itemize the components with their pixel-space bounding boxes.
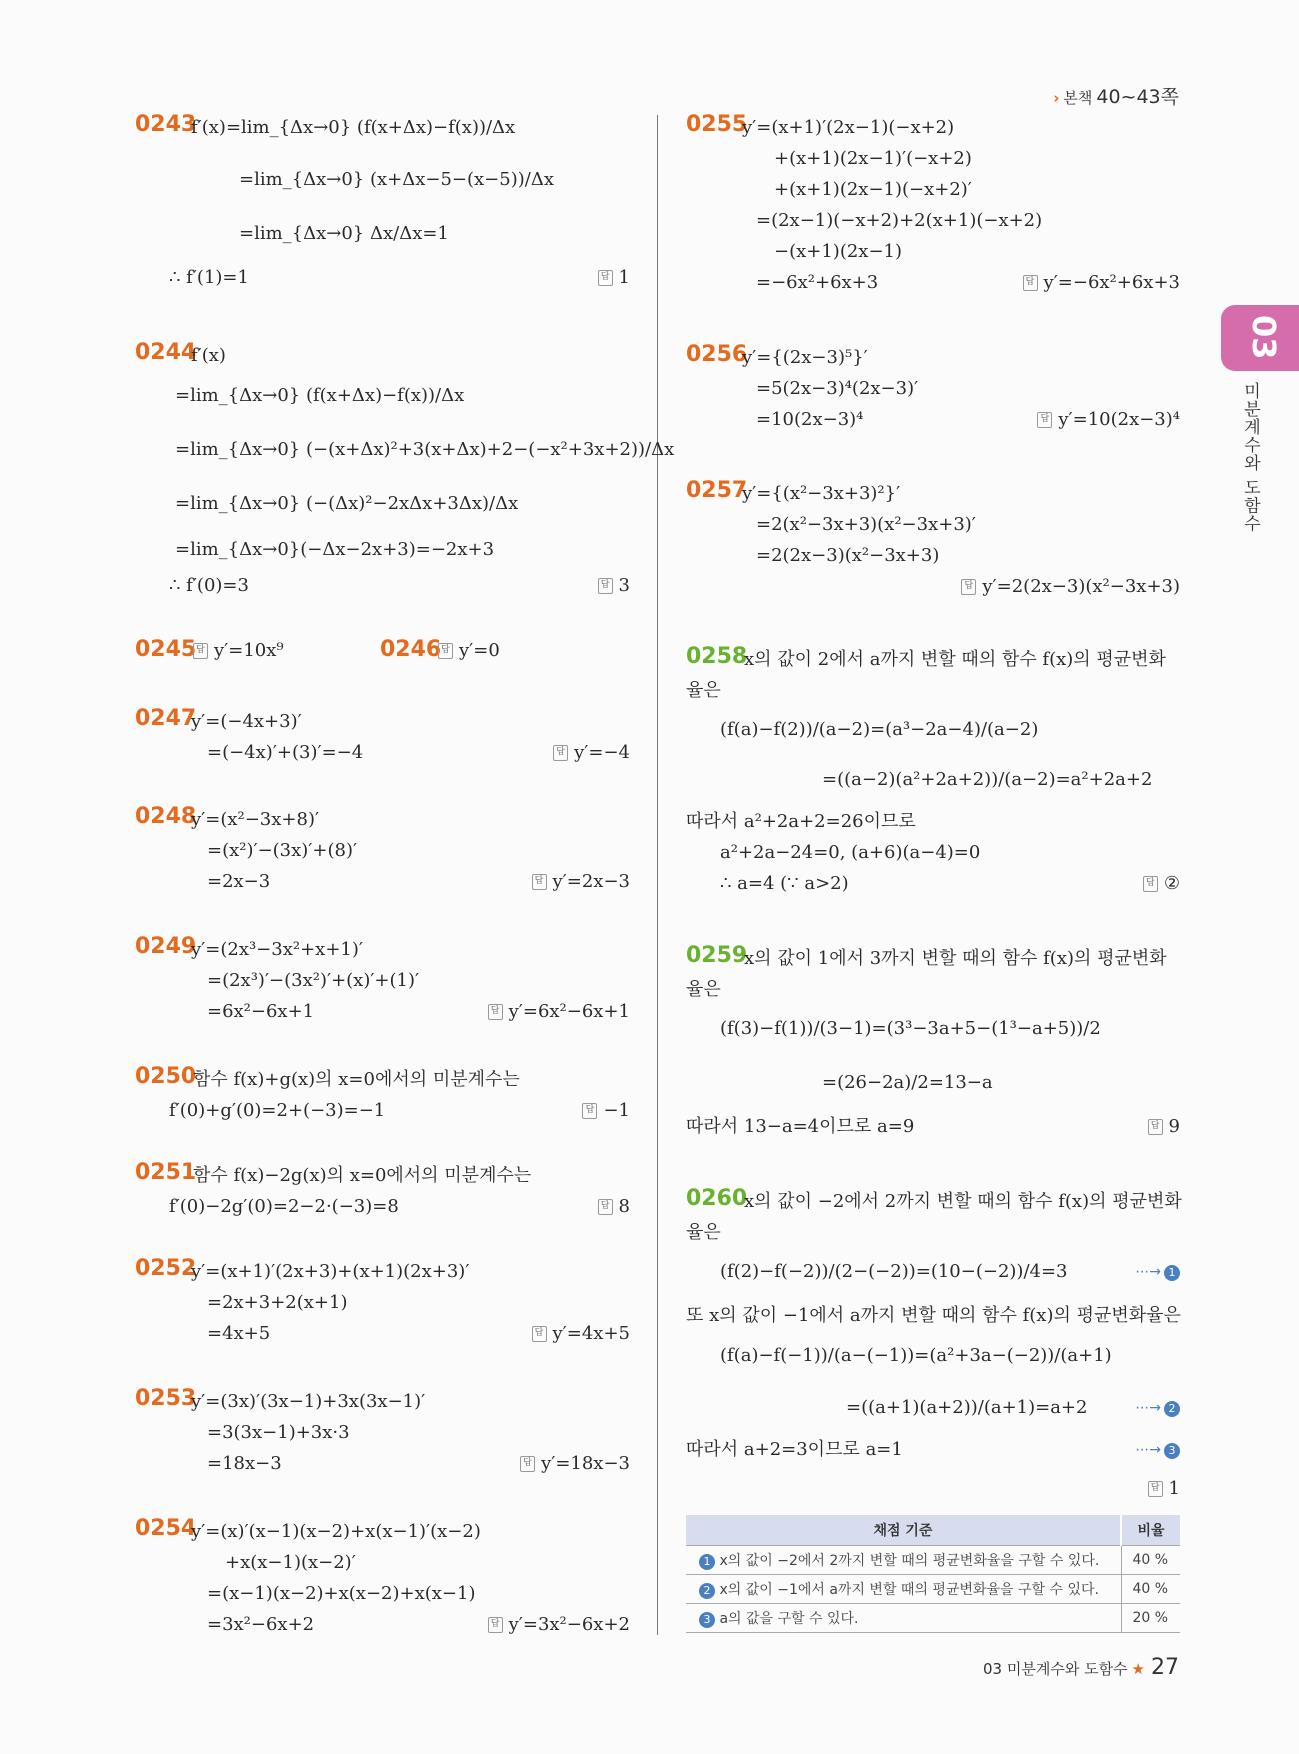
grading-criterion: 3 a의 값을 구할 수 있다. (686, 1604, 1121, 1633)
answer: 답 y′=6x²−6x+1 (488, 998, 630, 1026)
answer-box-icon: 답 (1143, 876, 1158, 892)
problem-number: 0248 (135, 804, 197, 829)
solution-line: y′=(x+1)′(2x+3)+(x+1)(2x+3)′ (191, 1261, 470, 1282)
chapter-number: 03 (1245, 315, 1283, 360)
solution-line: 또 x의 값이 −1에서 a까지 변할 때의 함수 f(x)의 평균변화율은 (686, 1305, 1181, 1326)
answer: 답 y′=−6x²+6x+3 (1023, 269, 1180, 297)
solution-line: =(26−2a)/2=13−a (822, 1072, 993, 1093)
table-row (686, 1575, 1180, 1604)
solution-line: y′=(x²−3x+8)′ (191, 809, 320, 830)
problem-number: 0249 (135, 934, 197, 959)
answer-box-icon: 답 (961, 579, 976, 595)
solution-line: 따라서 a+2=3이므로 a=1 (686, 1439, 903, 1460)
solution-line: a²+2a−24=0, (a+6)(a−4)=0 (720, 842, 981, 863)
step-marker: ⋯→ 2 (1135, 1400, 1180, 1417)
solution-line: y′=(x)′(x−1)(x−2)+x(x−1)′(x−2) (191, 1521, 481, 1542)
solution-line: +(x+1)(2x−1)(−x+2)′ (774, 179, 972, 200)
answer: 답 8 (598, 1193, 630, 1221)
answer: 답 y′=10x⁹ (193, 637, 284, 665)
problem-number: 0244 (135, 340, 197, 365)
step-number: 3 (696, 1611, 715, 1627)
grading-ratio: 40 % (1121, 1546, 1180, 1575)
solution-line: x의 값이 −2에서 2까지 변할 때의 함수 f(x)의 평균변화 (744, 1191, 1182, 1212)
problem-number: 0258 (686, 644, 748, 669)
solution-line: (f(a)−f(2))/(a−2)=(a³−2a−4)/(a−2) (720, 719, 1039, 740)
answer: 답 y′=10(2x−3)⁴ (1037, 406, 1180, 434)
problem-number: 0246 (380, 637, 442, 662)
solution-line: (f(a)−f(−1))/(a−(−1))=(a²+3a−(−2))/(a+1) (720, 1345, 1112, 1366)
solution-line: =((a+1)(a+2))/(a+1)=a+2 (846, 1397, 1088, 1418)
solution-line: 따라서 a²+2a+2=26이므로 (686, 811, 916, 832)
answer-box-icon: 답 (553, 745, 568, 761)
grading-header-ratio: 비율 (1121, 1515, 1180, 1546)
answer: 답 y′=0 (438, 637, 500, 665)
solution-line: ∴ f′(1)=1 (169, 267, 249, 288)
star-icon: ★ (1131, 1660, 1145, 1678)
answer: 답 3 (598, 572, 630, 600)
problem-number: 0247 (135, 706, 197, 731)
answer: 답 y′=−4 (553, 739, 630, 767)
answer-box-icon: 답 (1037, 412, 1052, 428)
grading-header-criteria: 채점 기준 (686, 1515, 1121, 1546)
solution-line: f′(x)=lim_{Δx→0} (f(x+Δx)−f(x))/Δx (191, 117, 516, 138)
chevron-right-icon: › (1053, 89, 1060, 107)
book-label: 본책 (1063, 89, 1093, 107)
solution-line: (f(2)−f(−2))/(2−(−2))=(10−(−2))/4=3 (720, 1261, 1068, 1282)
problem-number: 0250 (135, 1064, 197, 1089)
answer-box-icon: 답 (488, 1617, 503, 1633)
step-marker: ⋯→ 1 (1135, 1264, 1180, 1281)
answer: 답 ② (1143, 870, 1180, 898)
solution-line: =3x²−6x+2 (207, 1614, 315, 1635)
page-number: 27 (1151, 1655, 1179, 1680)
answer-box-icon: 답 (520, 1456, 535, 1472)
grading-table (686, 1515, 1180, 1633)
solution-line: f′(0)−2g′(0)=2−2·(−3)=8 (169, 1196, 399, 1217)
solution-line: =lim_{Δx→0} (x+Δx−5−(x−5))/Δx (239, 169, 554, 190)
step-number: 1 (696, 1553, 715, 1569)
answer-box-icon: 답 (582, 1103, 597, 1119)
answer: 답 y′=3x²−6x+2 (488, 1611, 630, 1639)
solution-line: =2x−3 (207, 871, 271, 892)
page-range: 40~43쪽 (1096, 86, 1179, 108)
solution-line: =lim_{Δx→0} (−(Δx)²−2xΔx+3Δx)/Δx (175, 493, 519, 514)
solution-line: =3(3x−1)+3x·3 (207, 1422, 350, 1443)
answer: 답 y′=2(2x−3)(x²−3x+3) (961, 573, 1180, 601)
solution-line: f′(0)+g′(0)=2+(−3)=−1 (169, 1100, 386, 1121)
step-number: 2 (696, 1582, 715, 1598)
solution-line: y′={(x²−3x+3)²}′ (742, 483, 901, 504)
solution-line: ∴ a=4 (∵ a>2) (720, 873, 849, 894)
grading-ratio: 40 % (1121, 1575, 1180, 1604)
answer-box-icon: 답 (438, 643, 453, 659)
solution-line: y′={(2x−3)⁵}′ (742, 347, 868, 368)
problem-number: 0259 (686, 943, 748, 968)
solution-line: f′(x) (191, 345, 226, 366)
answer-box-icon: 답 (598, 1199, 613, 1215)
answer: 답 y′=2x−3 (532, 868, 630, 896)
answer-box-icon: 답 (1148, 1119, 1163, 1135)
solution-line: y′=(x+1)′(2x−1)(−x+2) (742, 117, 955, 138)
solution-line: =6x²−6x+1 (207, 1001, 315, 1022)
problem-number: 0243 (135, 112, 197, 137)
solution-line: =(−4x)′+(3)′=−4 (207, 742, 364, 763)
chapter-title: 미분계수와 도함수 (1240, 382, 1260, 533)
answer-box-icon: 답 (532, 1326, 547, 1342)
column-divider (657, 115, 658, 1635)
solution-line: =(x²)′−(3x)′+(8)′ (207, 840, 358, 861)
solution-line: =5(2x−3)⁴(2x−3)′ (756, 378, 919, 399)
solution-line: =2(x²−3x+3)(x²−3x+3)′ (756, 514, 976, 535)
solution-line: =2(2x−3)(x²−3x+3) (756, 545, 940, 566)
answer-box-icon: 답 (193, 643, 208, 659)
answer-box-icon: 답 (598, 270, 613, 286)
answer-box-icon: 답 (532, 874, 547, 890)
solution-line: x의 값이 1에서 3까지 변할 때의 함수 f(x)의 평균변화 (744, 948, 1167, 969)
solution-line: +x(x−1)(x−2)′ (225, 1552, 356, 1573)
solution-line: 함수 f(x)+g(x)의 x=0에서의 미분계수는 (193, 1069, 520, 1090)
problem-number: 0260 (686, 1186, 748, 1211)
solution-line: +(x+1)(2x−1)′(−x+2) (774, 148, 972, 169)
answer: 답 1 (1148, 1475, 1180, 1503)
solution-line: =(2x³)′−(3x²)′+(x)′+(1)′ (207, 970, 420, 991)
solution-line: ∴ f′(0)=3 (169, 575, 249, 596)
table-row (686, 1604, 1180, 1633)
answer: 답 1 (598, 264, 630, 292)
problem-number: 0245 (135, 637, 197, 662)
chapter-tab (1221, 305, 1299, 371)
grading-criterion: 1 x의 값이 −2에서 2까지 변할 때의 평균변화율을 구할 수 있다. (686, 1546, 1121, 1575)
solution-line: =((a−2)(a²+2a+2))/(a−2)=a²+2a+2 (822, 769, 1153, 790)
solution-line: y′=(−4x+3)′ (191, 711, 302, 732)
solution-line: =4x+5 (207, 1323, 271, 1344)
page-header (1053, 82, 1179, 109)
problem-number: 0257 (686, 478, 748, 503)
answer-box-icon: 답 (1023, 275, 1038, 291)
solution-line: 함수 f(x)−2g(x)의 x=0에서의 미분계수는 (193, 1165, 532, 1186)
problem-number: 0251 (135, 1160, 197, 1185)
answer-box-icon: 답 (1148, 1481, 1163, 1497)
chapter-label: 03 미분계수와 도함수 (983, 1660, 1128, 1678)
solution-line: =(x−1)(x−2)+x(x−2)+x(x−1) (207, 1583, 476, 1604)
problem-number: 0253 (135, 1386, 197, 1411)
solution-line: x의 값이 2에서 a까지 변할 때의 함수 f(x)의 평균변화 (744, 649, 1166, 670)
solution-line: =10(2x−3)⁴ (756, 409, 864, 430)
solution-line: −(x+1)(2x−1) (774, 241, 902, 262)
answer: 답 y′=18x−3 (520, 1450, 630, 1478)
solution-line: y′=(3x)′(3x−1)+3x(3x−1)′ (191, 1391, 426, 1412)
problem-number: 0256 (686, 342, 748, 367)
solution-line: =lim_{Δx→0} (f(x+Δx)−f(x))/Δx (175, 385, 465, 406)
solution-line: y′=(2x³−3x²+x+1)′ (191, 939, 363, 960)
solution-line: 율은 (686, 1222, 721, 1243)
grading-ratio: 20 % (1121, 1604, 1180, 1633)
solution-line: =lim_{Δx→0} Δx/Δx=1 (239, 223, 449, 244)
answer-box-icon: 답 (488, 1004, 503, 1020)
answer: 답 9 (1148, 1113, 1180, 1141)
solution-line: =18x−3 (207, 1453, 282, 1474)
solution-line: =(2x−1)(−x+2)+2(x+1)(−x+2) (756, 210, 1043, 231)
solution-line: =2x+3+2(x+1) (207, 1292, 348, 1313)
solution-line: 따라서 13−a=4이므로 a=9 (686, 1116, 915, 1137)
problem-number: 0252 (135, 1256, 197, 1281)
answer-box-icon: 답 (598, 578, 613, 594)
answer: 답 −1 (582, 1097, 630, 1125)
problem-number: 0255 (686, 112, 748, 137)
answer: 답 y′=4x+5 (532, 1320, 630, 1348)
solution-line: 율은 (686, 979, 721, 1000)
table-row (686, 1546, 1180, 1575)
grading-criterion: 2 x의 값이 −1에서 a까지 변할 때의 평균변화율을 구할 수 있다. (686, 1575, 1121, 1604)
solution-line: 율은 (686, 680, 721, 701)
solution-line: (f(3)−f(1))/(3−1)=(3³−3a+5−(1³−a+5))/2 (720, 1018, 1101, 1039)
solution-line: =lim_{Δx→0} (−(x+Δx)²+3(x+Δx)+2−(−x²+3x+2))/Δx (175, 439, 675, 460)
problem-number: 0254 (135, 1516, 197, 1541)
page-footer (983, 1655, 1179, 1680)
solution-line: =−6x²+6x+3 (756, 272, 879, 293)
step-marker: ⋯→ 3 (1135, 1442, 1180, 1459)
solution-line: =lim_{Δx→0}(−Δx−2x+3)=−2x+3 (175, 539, 495, 560)
